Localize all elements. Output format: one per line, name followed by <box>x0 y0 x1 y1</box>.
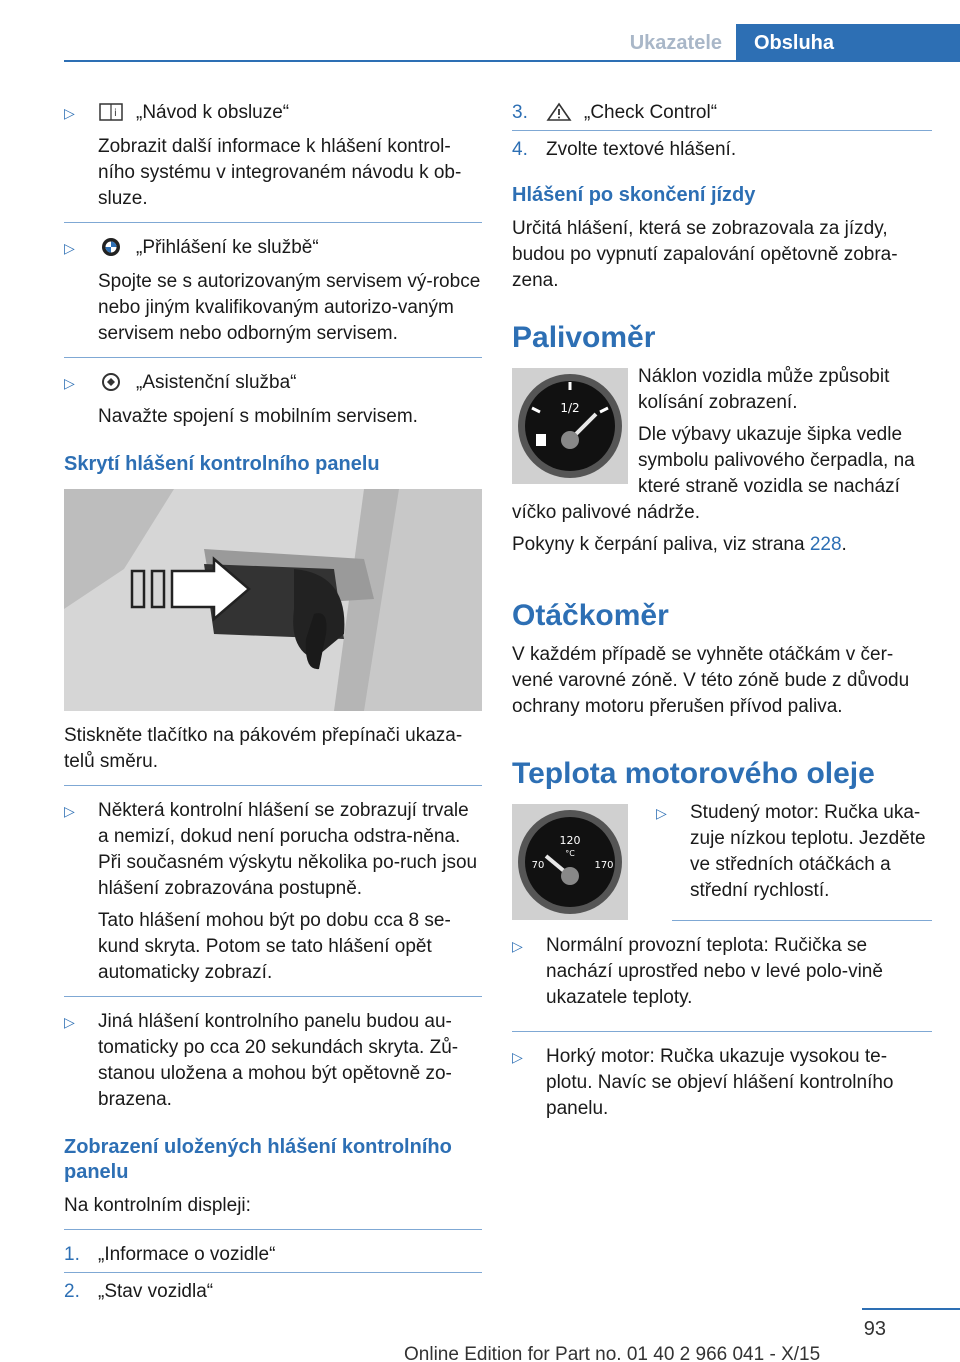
divider <box>64 1229 482 1230</box>
list-item <box>512 1044 932 1122</box>
press-instruction: Stiskněte tlačítko na pákovém přepínači ukaza-telů směru. <box>64 725 463 772</box>
left-column <box>64 100 482 1309</box>
after-drive-text: Určitá hlášení, která se zobrazovala za jízdy, budou po vypnutí zapalování opětovně zobra-zena. <box>512 218 898 291</box>
right-column <box>512 100 932 1128</box>
list-item <box>512 933 932 1017</box>
fuel-gauge-label: 1/2 <box>560 401 580 415</box>
step-number: 3. <box>512 102 528 123</box>
step-text: Zvolte textové hlášení. <box>546 139 737 160</box>
fuel-reference-suffix: . <box>841 534 847 555</box>
warning-triangle-icon <box>546 102 572 122</box>
divider <box>672 920 932 921</box>
page-header <box>0 0 960 64</box>
manual-icon <box>98 102 124 122</box>
bullet-text: Některá kontrolní hlášení se zobrazují trvale a nemizí, dokud není porucha odstra-něna. Při současném výskytu několika po-ruch jsou hlášení zobrazována postupně. <box>98 800 478 899</box>
bullet-text: Normální provozní teplota: Ručička se nachází uprostřed nebo v levé polo-vině ukazatele teploty. <box>546 935 883 1008</box>
display-intro: Na kontrolním displeji: <box>64 1195 251 1216</box>
page-footer <box>0 1300 960 1362</box>
oil-section <box>512 800 932 1021</box>
section-heading: Hlášení po skončení jízdy <box>512 184 756 206</box>
triangle-bullet-icon: ▷ <box>656 805 667 821</box>
list-item <box>64 370 482 430</box>
item-title: „Přihlášení ke službě“ <box>136 237 319 258</box>
footer-rule <box>862 1308 960 1310</box>
fuel-section <box>512 364 932 532</box>
oil-temp-heading: Teplota motorového oleje <box>512 757 875 790</box>
oil-gauge-min: 70 <box>531 860 545 871</box>
triangle-bullet-icon: ▷ <box>64 105 75 121</box>
assistance-icon <box>98 372 124 392</box>
svg-text:i: i <box>114 108 117 119</box>
divider <box>64 357 482 358</box>
step-item <box>64 1242 482 1268</box>
bullet-text: Horký motor: Ručka ukazuje vysokou te-plotu. Navíc se objeví hlášení kontrolního panelu. <box>546 1046 894 1119</box>
step-item <box>512 100 932 126</box>
bullet-text: Tato hlášení mohou být po dobu cca 8 se-kund skryta. Potom se tato hlášení opět automaticky zobrazí. <box>98 910 451 983</box>
header-rule <box>64 60 960 62</box>
bmw-logo-icon <box>98 237 124 257</box>
step-number: 2. <box>64 1281 80 1302</box>
list-item <box>64 1009 482 1113</box>
fuel-gauge-heading: Palivoměr <box>512 321 656 354</box>
online-edition-note: Online Edition for Part no. 01 40 2 966 041 - X/15 <box>404 1344 821 1362</box>
tab-operation[interactable]: Obsluha <box>736 24 960 62</box>
page-link[interactable]: 228 <box>809 534 842 555</box>
list-item <box>64 100 482 212</box>
triangle-bullet-icon: ▷ <box>64 1014 75 1030</box>
triangle-bullet-icon: ▷ <box>512 938 523 954</box>
list-item <box>64 235 482 347</box>
tachometer-text: V každém případě se vyhněte otáčkám v čer-vené varovné zóně. V této zóně bude z důvodu ochrany motoru přerušen přívod paliva. <box>512 644 910 717</box>
section-heading: Skrytí hlášení kontrolního panelu <box>64 453 380 475</box>
fuel-text: Dle výbavy ukazuje šipka vedle symbolu palivového čerpadla, na které straně vozidla se nachází víčko palivové nádrže. <box>512 424 915 523</box>
list-item <box>656 800 932 910</box>
triangle-bullet-icon: ▷ <box>512 1049 523 1065</box>
step-text: „Check Control“ <box>584 102 718 123</box>
divider <box>64 996 482 997</box>
fuel-reference <box>512 532 932 558</box>
triangle-bullet-icon: ▷ <box>64 803 75 819</box>
item-text: Spojte se s autorizovaným servisem vý-robce nebo jiným kvalifikovaným autorizo-vaným servisem nebo odborným servisem. <box>98 271 481 344</box>
item-text: Zobrazit další informace k hlášení kontrol-ního systému v integrovaném návodu k ob-sluze. <box>98 136 462 209</box>
divider <box>64 222 482 223</box>
oil-gauge-mid: 120 <box>559 834 581 847</box>
step-item <box>512 137 932 163</box>
item-title: „Návod k obsluze“ <box>136 102 290 123</box>
section-heading: Zobrazení uložených hlášení kontrolního panelu <box>64 1136 452 1183</box>
oil-gauge-unit: °C <box>565 849 575 858</box>
step-number: 1. <box>64 1244 80 1265</box>
item-title: „Asistenční služba“ <box>136 372 297 393</box>
oil-gauge-image <box>512 804 628 920</box>
fuel-gauge-image <box>512 368 628 484</box>
divider <box>64 785 482 786</box>
divider <box>64 1272 482 1273</box>
bullet-text: Jiná hlášení kontrolního panelu budou au-tomaticky po cca 20 sekundách skryta. Zů-stanou uložena a mohou být opětovně zo-brazena. <box>98 1011 459 1110</box>
step-number: 4. <box>512 139 528 160</box>
list-item <box>64 798 482 986</box>
tachometer-heading: Otáčkoměr <box>512 599 669 632</box>
divider <box>512 1031 932 1032</box>
step-text: „Informace o vozidle“ <box>98 1244 276 1265</box>
item-text: Navažte spojení s mobilním servisem. <box>98 406 418 427</box>
triangle-bullet-icon: ▷ <box>64 375 75 391</box>
tab-indicators[interactable]: Ukazatele <box>629 32 722 54</box>
triangle-bullet-icon: ▷ <box>64 240 75 256</box>
fuel-reference-prefix: Pokyny k čerpání paliva, viz strana <box>512 534 810 555</box>
step-text: „Stav vozidla“ <box>98 1281 214 1302</box>
stalk-illustration <box>64 489 482 711</box>
bullet-text: Studený motor: Ručka uka-zuje nízkou teplotu. Jezděte ve středních otáčkách a střední rychlostí. <box>690 802 926 901</box>
stalk-button-photo <box>64 489 482 711</box>
page-number: 93 <box>863 1318 886 1340</box>
divider <box>512 130 932 131</box>
oil-gauge-max: 170 <box>594 860 614 871</box>
fuel-text: Náklon vozidla může způsobit kolísání zobrazení. <box>638 366 890 413</box>
